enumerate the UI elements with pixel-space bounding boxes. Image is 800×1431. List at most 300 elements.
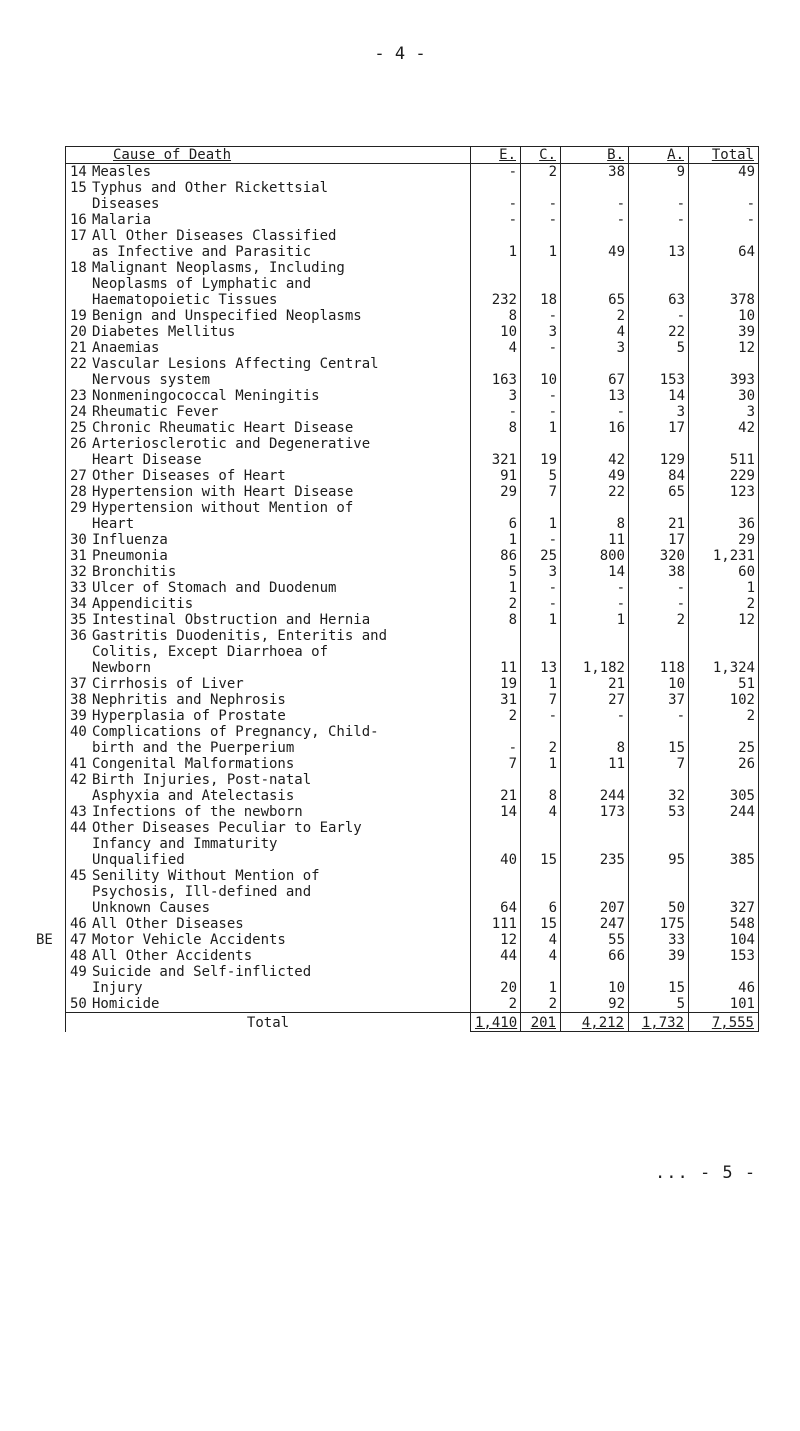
cause-line bbox=[70, 708, 466, 724]
table-row bbox=[66, 548, 759, 564]
value-a: 15 bbox=[629, 724, 689, 756]
value-b: 207 bbox=[561, 868, 629, 916]
cause-line bbox=[70, 804, 466, 820]
table-row bbox=[66, 676, 759, 692]
cause-number: 41 bbox=[70, 756, 87, 772]
cause-line bbox=[70, 740, 466, 756]
table-row bbox=[66, 596, 759, 612]
value-a: 129 bbox=[629, 436, 689, 468]
value-c: 7 bbox=[521, 692, 561, 708]
value-b: - bbox=[561, 596, 629, 612]
cause-cell bbox=[66, 308, 471, 324]
value-a: 22 bbox=[629, 324, 689, 340]
cause-number: 28 bbox=[70, 484, 87, 500]
value-e: 111 bbox=[471, 916, 521, 932]
table-row bbox=[66, 532, 759, 548]
value-total: 305 bbox=[689, 772, 759, 804]
value-total: 60 bbox=[689, 564, 759, 580]
table-row bbox=[66, 804, 759, 820]
value-b: 8 bbox=[561, 724, 629, 756]
value-c: 15 bbox=[521, 916, 561, 932]
cause-number: 26 bbox=[70, 436, 87, 452]
value-a: 17 bbox=[629, 420, 689, 436]
cause-text: Arteriosclerotic and Degenerative bbox=[92, 436, 371, 452]
cause-number: 42 bbox=[70, 772, 87, 788]
value-c: 4 bbox=[521, 804, 561, 820]
table-header-row bbox=[66, 147, 759, 164]
value-total: 36 bbox=[689, 500, 759, 532]
cause-line bbox=[70, 772, 466, 788]
cause-cell bbox=[66, 356, 471, 388]
value-e: 2 bbox=[471, 596, 521, 612]
value-a: 13 bbox=[629, 228, 689, 260]
value-e: 10 bbox=[471, 324, 521, 340]
totals-total: 7,555 bbox=[689, 1013, 759, 1032]
header-total: Total bbox=[689, 147, 759, 164]
value-e: 7 bbox=[471, 756, 521, 772]
value-total: 49 bbox=[689, 164, 759, 181]
value-e: 20 bbox=[471, 964, 521, 996]
cause-text: Pneumonia bbox=[92, 548, 168, 564]
cause-line bbox=[70, 916, 466, 932]
cause-cell bbox=[66, 916, 471, 932]
totals-c: 201 bbox=[521, 1013, 561, 1032]
value-c: 1 bbox=[521, 612, 561, 628]
cause-text: Heart Disease bbox=[92, 452, 202, 468]
cause-text: All Other Diseases Classified bbox=[92, 228, 337, 244]
cause-line bbox=[70, 820, 466, 836]
cause-line bbox=[70, 180, 466, 196]
value-total: 46 bbox=[689, 964, 759, 996]
cause-text: Infections of the newborn bbox=[92, 804, 303, 820]
table-row bbox=[66, 340, 759, 356]
cause-text: Diseases bbox=[92, 196, 160, 212]
value-total: 10 bbox=[689, 308, 759, 324]
value-b: 13 bbox=[561, 388, 629, 404]
value-a: 9 bbox=[629, 164, 689, 181]
value-c: - bbox=[521, 532, 561, 548]
cause-text: Ulcer of Stomach and Duodenum bbox=[92, 580, 337, 596]
cause-number: 22 bbox=[70, 356, 87, 372]
cause-number: 35 bbox=[70, 612, 87, 628]
value-total: 29 bbox=[689, 532, 759, 548]
table-row bbox=[66, 228, 759, 260]
cause-line bbox=[70, 340, 466, 356]
cause-line bbox=[70, 276, 466, 292]
value-e: 5 bbox=[471, 564, 521, 580]
cause-number: 19 bbox=[70, 308, 87, 324]
cause-text: Nephritis and Nephrosis bbox=[92, 692, 286, 708]
cause-text: Appendicitis bbox=[92, 596, 194, 612]
cause-cell bbox=[66, 996, 471, 1013]
cause-line bbox=[70, 468, 466, 484]
table-row bbox=[66, 388, 759, 404]
cause-cell bbox=[66, 468, 471, 484]
cause-number: 49 bbox=[70, 964, 87, 980]
cause-text: Motor Vehicle Accidents bbox=[92, 932, 286, 948]
cause-text: Homicide bbox=[92, 996, 160, 1012]
value-total: 1 bbox=[689, 580, 759, 596]
cause-number: 29 bbox=[70, 500, 87, 516]
value-c: 3 bbox=[521, 324, 561, 340]
cause-number: 21 bbox=[70, 340, 87, 356]
value-e: 64 bbox=[471, 868, 521, 916]
value-b: 16 bbox=[561, 420, 629, 436]
cause-cell bbox=[66, 868, 471, 916]
cause-cell bbox=[66, 820, 471, 868]
cause-cell bbox=[66, 260, 471, 308]
cause-cell bbox=[66, 692, 471, 708]
cause-number: 31 bbox=[70, 548, 87, 564]
value-a: 53 bbox=[629, 804, 689, 820]
cause-cell bbox=[66, 484, 471, 500]
value-b: 55 bbox=[561, 932, 629, 948]
value-a: 14 bbox=[629, 388, 689, 404]
cause-cell bbox=[66, 324, 471, 340]
cause-line bbox=[70, 212, 466, 228]
cause-line bbox=[70, 356, 466, 372]
value-c: 2 bbox=[521, 724, 561, 756]
cause-text: Complications of Pregnancy, Child- bbox=[92, 724, 379, 740]
cause-cell bbox=[66, 628, 471, 676]
cause-cell bbox=[66, 340, 471, 356]
cause-cell bbox=[66, 948, 471, 964]
value-e: 232 bbox=[471, 260, 521, 308]
cause-text: Other Diseases of Heart bbox=[92, 468, 286, 484]
cause-line bbox=[70, 884, 466, 900]
cause-text: Cirrhosis of Liver bbox=[92, 676, 244, 692]
value-a: 65 bbox=[629, 484, 689, 500]
cause-cell bbox=[66, 964, 471, 996]
cause-text: Infancy and Immaturity bbox=[92, 836, 278, 852]
cause-number: 44 bbox=[70, 820, 87, 836]
value-b: 1 bbox=[561, 612, 629, 628]
value-a: - bbox=[629, 580, 689, 596]
cause-number: 20 bbox=[70, 324, 87, 340]
value-e: 163 bbox=[471, 356, 521, 388]
value-b: 244 bbox=[561, 772, 629, 804]
value-e: 11 bbox=[471, 628, 521, 676]
value-a: - bbox=[629, 180, 689, 212]
totals-b: 4,212 bbox=[561, 1013, 629, 1032]
cause-text: Measles bbox=[92, 164, 152, 180]
value-e: - bbox=[471, 724, 521, 756]
value-total: 39 bbox=[689, 324, 759, 340]
value-e: - bbox=[471, 180, 521, 212]
value-c: - bbox=[521, 340, 561, 356]
cause-line bbox=[70, 292, 466, 308]
value-c: - bbox=[521, 708, 561, 724]
value-total: 244 bbox=[689, 804, 759, 820]
table-row bbox=[66, 468, 759, 484]
value-total: 102 bbox=[689, 692, 759, 708]
cause-text: Gastritis Duodenitis, Enteritis and bbox=[92, 628, 388, 644]
cause-number: 15 bbox=[70, 180, 87, 196]
cause-text: Benign and Unspecified Neoplasms bbox=[92, 308, 362, 324]
cause-cell bbox=[66, 500, 471, 532]
table-row bbox=[66, 948, 759, 964]
value-c: 19 bbox=[521, 436, 561, 468]
value-a: 3 bbox=[629, 404, 689, 420]
cause-text: Unknown Causes bbox=[92, 900, 211, 916]
cause-cell bbox=[66, 804, 471, 820]
value-total: 2 bbox=[689, 708, 759, 724]
value-c: 1 bbox=[521, 500, 561, 532]
table-row bbox=[66, 628, 759, 676]
value-b: 247 bbox=[561, 916, 629, 932]
value-c: - bbox=[521, 580, 561, 596]
cause-line bbox=[70, 612, 466, 628]
value-b: 11 bbox=[561, 532, 629, 548]
value-c: 5 bbox=[521, 468, 561, 484]
value-b: 8 bbox=[561, 500, 629, 532]
cause-text: Haematopoietic Tissues bbox=[92, 292, 278, 308]
value-total: 2 bbox=[689, 596, 759, 612]
cause-text: Congenital Malformations bbox=[92, 756, 295, 772]
cause-text: Colitis, Except Diarrhoea of bbox=[92, 644, 329, 660]
cause-number: 36 bbox=[70, 628, 87, 644]
value-e: - bbox=[471, 212, 521, 228]
value-b: 42 bbox=[561, 436, 629, 468]
value-b: 66 bbox=[561, 948, 629, 964]
value-c: 1 bbox=[521, 228, 561, 260]
cause-line bbox=[70, 516, 466, 532]
value-a: 38 bbox=[629, 564, 689, 580]
value-a: 84 bbox=[629, 468, 689, 484]
header-c: C. bbox=[521, 147, 561, 164]
value-a: 175 bbox=[629, 916, 689, 932]
value-b: - bbox=[561, 212, 629, 228]
value-c: - bbox=[521, 212, 561, 228]
value-e: 12 bbox=[471, 932, 521, 948]
cause-line bbox=[70, 900, 466, 916]
value-a: 32 bbox=[629, 772, 689, 804]
header-b: B. bbox=[561, 147, 629, 164]
value-c: - bbox=[521, 388, 561, 404]
cause-text: Intestinal Obstruction and Hernia bbox=[92, 612, 371, 628]
cause-text: Hyperplasia of Prostate bbox=[92, 708, 286, 724]
value-e: 321 bbox=[471, 436, 521, 468]
cause-number: 43 bbox=[70, 804, 87, 820]
value-c: 18 bbox=[521, 260, 561, 308]
cause-cell bbox=[66, 596, 471, 612]
value-a: 37 bbox=[629, 692, 689, 708]
value-e: 1 bbox=[471, 580, 521, 596]
cause-number: 38 bbox=[70, 692, 87, 708]
cause-text: Neoplasms of Lymphatic and bbox=[92, 276, 312, 292]
cause-cell bbox=[66, 676, 471, 692]
value-total: 1,231 bbox=[689, 548, 759, 564]
table-row bbox=[66, 868, 759, 916]
value-c: - bbox=[521, 596, 561, 612]
value-a: 21 bbox=[629, 500, 689, 532]
cause-number: 47 bbox=[70, 932, 87, 948]
value-b: 14 bbox=[561, 564, 629, 580]
cause-text: Asphyxia and Atelectasis bbox=[92, 788, 295, 804]
value-b: 38 bbox=[561, 164, 629, 181]
table-row bbox=[66, 500, 759, 532]
value-e: - bbox=[471, 404, 521, 420]
page-number: - 4 - bbox=[374, 44, 426, 64]
cause-text: Newborn bbox=[92, 660, 152, 676]
value-c: - bbox=[521, 180, 561, 212]
value-c: 8 bbox=[521, 772, 561, 804]
value-b: 235 bbox=[561, 820, 629, 868]
cause-line bbox=[70, 308, 466, 324]
value-e: 8 bbox=[471, 308, 521, 324]
cause-line bbox=[70, 660, 466, 676]
cause-line bbox=[70, 260, 466, 276]
value-b: 49 bbox=[561, 468, 629, 484]
value-e: 1 bbox=[471, 228, 521, 260]
value-total: 327 bbox=[689, 868, 759, 916]
cause-text: Unqualified bbox=[92, 852, 185, 868]
totals-a: 1,732 bbox=[629, 1013, 689, 1032]
table-row bbox=[66, 436, 759, 468]
cause-line bbox=[70, 580, 466, 596]
table-row bbox=[66, 260, 759, 308]
cause-line bbox=[70, 404, 466, 420]
cause-line bbox=[70, 964, 466, 980]
table-row bbox=[66, 404, 759, 420]
cause-cell bbox=[66, 228, 471, 260]
value-total: 1,324 bbox=[689, 628, 759, 676]
value-a: 50 bbox=[629, 868, 689, 916]
value-b: 21 bbox=[561, 676, 629, 692]
table-row bbox=[66, 324, 759, 340]
value-total: - bbox=[689, 180, 759, 212]
cause-line bbox=[70, 628, 466, 644]
value-c: 25 bbox=[521, 548, 561, 564]
cause-line bbox=[70, 596, 466, 612]
cause-line bbox=[70, 564, 466, 580]
cause-number: 18 bbox=[70, 260, 87, 276]
value-b: 11 bbox=[561, 756, 629, 772]
value-a: 10 bbox=[629, 676, 689, 692]
table-row bbox=[66, 484, 759, 500]
value-total: 3 bbox=[689, 404, 759, 420]
table-row bbox=[66, 756, 759, 772]
value-b: 92 bbox=[561, 996, 629, 1013]
value-e: 14 bbox=[471, 804, 521, 820]
cause-number: 48 bbox=[70, 948, 87, 964]
table-row bbox=[66, 772, 759, 804]
cause-number: 45 bbox=[70, 868, 87, 884]
cause-number: 30 bbox=[70, 532, 87, 548]
value-c: 1 bbox=[521, 756, 561, 772]
margin-mark: BE bbox=[36, 932, 53, 948]
cause-line bbox=[70, 996, 466, 1012]
cause-text: Vascular Lesions Affecting Central bbox=[92, 356, 379, 372]
value-c: 13 bbox=[521, 628, 561, 676]
value-e: 86 bbox=[471, 548, 521, 564]
cause-cell bbox=[66, 420, 471, 436]
value-total: 30 bbox=[689, 388, 759, 404]
cause-number: 14 bbox=[70, 164, 87, 180]
value-e: 29 bbox=[471, 484, 521, 500]
cause-cell bbox=[66, 404, 471, 420]
value-a: 7 bbox=[629, 756, 689, 772]
cause-cell bbox=[66, 164, 471, 181]
cause-text: Birth Injuries, Post-natal bbox=[92, 772, 312, 788]
table-row bbox=[66, 180, 759, 212]
cause-line bbox=[70, 756, 466, 772]
cause-cell bbox=[66, 532, 471, 548]
cause-line bbox=[70, 372, 466, 388]
table-row bbox=[66, 164, 759, 181]
cause-text: Chronic Rheumatic Heart Disease bbox=[92, 420, 354, 436]
cause-text: Psychosis, Ill-defined and bbox=[92, 884, 312, 900]
table-row bbox=[66, 308, 759, 324]
value-total: 51 bbox=[689, 676, 759, 692]
value-a: 320 bbox=[629, 548, 689, 564]
cause-number: 37 bbox=[70, 676, 87, 692]
cause-line bbox=[70, 484, 466, 500]
cause-line bbox=[70, 868, 466, 884]
value-b: - bbox=[561, 404, 629, 420]
cause-text: Hypertension with Heart Disease bbox=[92, 484, 354, 500]
value-c: - bbox=[521, 308, 561, 324]
value-c: 15 bbox=[521, 820, 561, 868]
value-total: 25 bbox=[689, 724, 759, 756]
value-total: 64 bbox=[689, 228, 759, 260]
cause-text: Injury bbox=[92, 980, 143, 996]
value-e: 1 bbox=[471, 532, 521, 548]
cause-cell bbox=[66, 212, 471, 228]
value-total: - bbox=[689, 212, 759, 228]
cause-number: 33 bbox=[70, 580, 87, 596]
value-total: 393 bbox=[689, 356, 759, 388]
cause-line bbox=[70, 548, 466, 564]
cause-text: as Infective and Parasitic bbox=[92, 244, 312, 260]
table-row bbox=[66, 212, 759, 228]
table-row bbox=[66, 356, 759, 388]
cause-text: Heart bbox=[92, 516, 135, 532]
cause-number: 50 bbox=[70, 996, 87, 1012]
table-row bbox=[66, 708, 759, 724]
cause-text: Nervous system bbox=[92, 372, 211, 388]
table-row bbox=[66, 996, 759, 1013]
table-row bbox=[66, 564, 759, 580]
value-e: - bbox=[471, 164, 521, 181]
cause-cell bbox=[66, 388, 471, 404]
value-e: 3 bbox=[471, 388, 521, 404]
table-row bbox=[66, 916, 759, 932]
value-e: 6 bbox=[471, 500, 521, 532]
table-row bbox=[66, 932, 759, 948]
value-b: 27 bbox=[561, 692, 629, 708]
cause-cell bbox=[66, 756, 471, 772]
value-b: 800 bbox=[561, 548, 629, 564]
cause-line bbox=[70, 388, 466, 404]
cause-line bbox=[70, 164, 466, 180]
cause-text: Hypertension without Mention of bbox=[92, 500, 354, 516]
cause-cell bbox=[66, 612, 471, 628]
value-b: 1,182 bbox=[561, 628, 629, 676]
cause-text: Nonmeningococcal Meningitis bbox=[92, 388, 320, 404]
value-b: - bbox=[561, 180, 629, 212]
value-a: 5 bbox=[629, 340, 689, 356]
cause-line bbox=[70, 644, 466, 660]
value-b: 49 bbox=[561, 228, 629, 260]
cause-text: Bronchitis bbox=[92, 564, 177, 580]
cause-line bbox=[70, 324, 466, 340]
cause-line bbox=[70, 676, 466, 692]
value-b: 2 bbox=[561, 308, 629, 324]
value-c: 2 bbox=[521, 164, 561, 181]
cause-text: Anaemias bbox=[92, 340, 160, 356]
value-a: 2 bbox=[629, 612, 689, 628]
